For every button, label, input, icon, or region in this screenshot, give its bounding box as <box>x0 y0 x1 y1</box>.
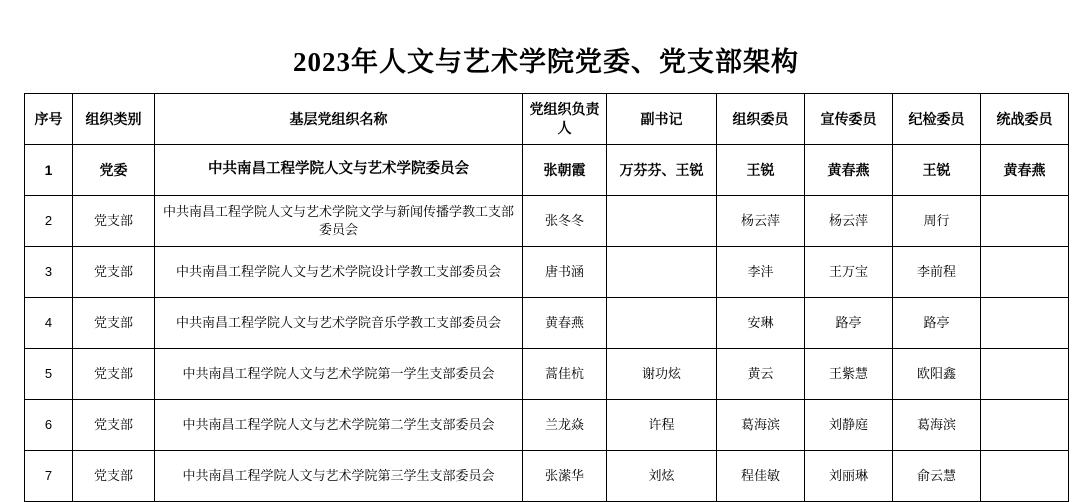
cell-seq: 5 <box>25 349 73 400</box>
cell-deputy <box>607 247 717 298</box>
cell-type: 党支部 <box>73 247 155 298</box>
cell-name: 中共南昌工程学院人文与艺术学院第一学生支部委员会 <box>155 349 523 400</box>
cell-propaganda: 刘丽琳 <box>805 451 893 502</box>
table-row <box>25 298 1069 349</box>
cell-discipline: 周行 <box>893 196 981 247</box>
cell-united-front: 黄春燕 <box>981 145 1069 196</box>
cell-united-front <box>981 298 1069 349</box>
cell-leader: 张冬冬 <box>523 196 607 247</box>
cell-united-front <box>981 349 1069 400</box>
cell-discipline: 俞云慧 <box>893 451 981 502</box>
table-container <box>0 93 1092 502</box>
header-cell-deputy: 副书记 <box>607 94 717 145</box>
cell-type: 党支部 <box>73 349 155 400</box>
cell-deputy <box>607 298 717 349</box>
cell-name: 中共南昌工程学院人文与艺术学院第三学生支部委员会 <box>155 451 523 502</box>
cell-deputy: 万芬芬、王锐 <box>607 145 717 196</box>
table-row <box>25 349 1069 400</box>
cell-united-front <box>981 400 1069 451</box>
cell-propaganda: 王紫慧 <box>805 349 893 400</box>
table-row <box>25 145 1069 196</box>
cell-seq: 6 <box>25 400 73 451</box>
cell-propaganda: 黄春燕 <box>805 145 893 196</box>
cell-name: 中共南昌工程学院人文与艺术学院音乐学教工支部委员会 <box>155 298 523 349</box>
cell-name: 中共南昌工程学院人文与艺术学院委员会 <box>155 145 523 196</box>
table-row <box>25 247 1069 298</box>
cell-type: 党支部 <box>73 451 155 502</box>
cell-united-front <box>981 247 1069 298</box>
cell-org: 黄云 <box>717 349 805 400</box>
header-cell-seq: 序号 <box>25 94 73 145</box>
cell-org: 安琳 <box>717 298 805 349</box>
cell-deputy: 许程 <box>607 400 717 451</box>
cell-leader: 张潆华 <box>523 451 607 502</box>
cell-leader: 唐书涵 <box>523 247 607 298</box>
cell-org: 程佳敏 <box>717 451 805 502</box>
table-header-row <box>25 94 1069 145</box>
cell-discipline: 李前程 <box>893 247 981 298</box>
cell-propaganda: 王万宝 <box>805 247 893 298</box>
cell-discipline: 路亭 <box>893 298 981 349</box>
table-row <box>25 400 1069 451</box>
cell-deputy: 谢功炫 <box>607 349 717 400</box>
cell-leader: 兰龙焱 <box>523 400 607 451</box>
cell-org: 葛海滨 <box>717 400 805 451</box>
table-row <box>25 451 1069 502</box>
header-cell-discipline: 纪检委员 <box>893 94 981 145</box>
cell-org: 杨云萍 <box>717 196 805 247</box>
cell-discipline: 葛海滨 <box>893 400 981 451</box>
cell-seq: 3 <box>25 247 73 298</box>
cell-propaganda: 杨云萍 <box>805 196 893 247</box>
header-cell-united-front: 统战委员 <box>981 94 1069 145</box>
page-title: 2023年人文与艺术学院党委、党支部架构 <box>293 47 799 77</box>
header-cell-leader: 党组织负责人 <box>523 94 607 145</box>
cell-type: 党委 <box>73 145 155 196</box>
cell-name: 中共南昌工程学院人文与艺术学院设计学教工支部委员会 <box>155 247 523 298</box>
cell-name: 中共南昌工程学院人文与艺术学院文学与新闻传播学教工支部委员会 <box>155 196 523 247</box>
header-cell-name: 基层党组织名称 <box>155 94 523 145</box>
cell-propaganda: 刘静庭 <box>805 400 893 451</box>
cell-leader: 蒿佳杭 <box>523 349 607 400</box>
cell-united-front <box>981 451 1069 502</box>
header-cell-propaganda: 宣传委员 <box>805 94 893 145</box>
header-cell-type: 组织类别 <box>73 94 155 145</box>
cell-seq: 4 <box>25 298 73 349</box>
cell-org: 李沣 <box>717 247 805 298</box>
cell-discipline: 欧阳鑫 <box>893 349 981 400</box>
party-organization-table <box>24 93 1069 502</box>
cell-deputy <box>607 196 717 247</box>
cell-leader: 张朝霞 <box>523 145 607 196</box>
cell-discipline: 王锐 <box>893 145 981 196</box>
cell-united-front <box>981 196 1069 247</box>
table-row <box>25 196 1069 247</box>
cell-org: 王锐 <box>717 145 805 196</box>
cell-seq: 2 <box>25 196 73 247</box>
cell-type: 党支部 <box>73 298 155 349</box>
cell-seq: 7 <box>25 451 73 502</box>
cell-deputy: 刘炫 <box>607 451 717 502</box>
cell-seq: 1 <box>25 145 73 196</box>
cell-type: 党支部 <box>73 196 155 247</box>
cell-name: 中共南昌工程学院人文与艺术学院第二学生支部委员会 <box>155 400 523 451</box>
header-cell-org: 组织委员 <box>717 94 805 145</box>
cell-leader: 黄春燕 <box>523 298 607 349</box>
cell-type: 党支部 <box>73 400 155 451</box>
cell-propaganda: 路亭 <box>805 298 893 349</box>
